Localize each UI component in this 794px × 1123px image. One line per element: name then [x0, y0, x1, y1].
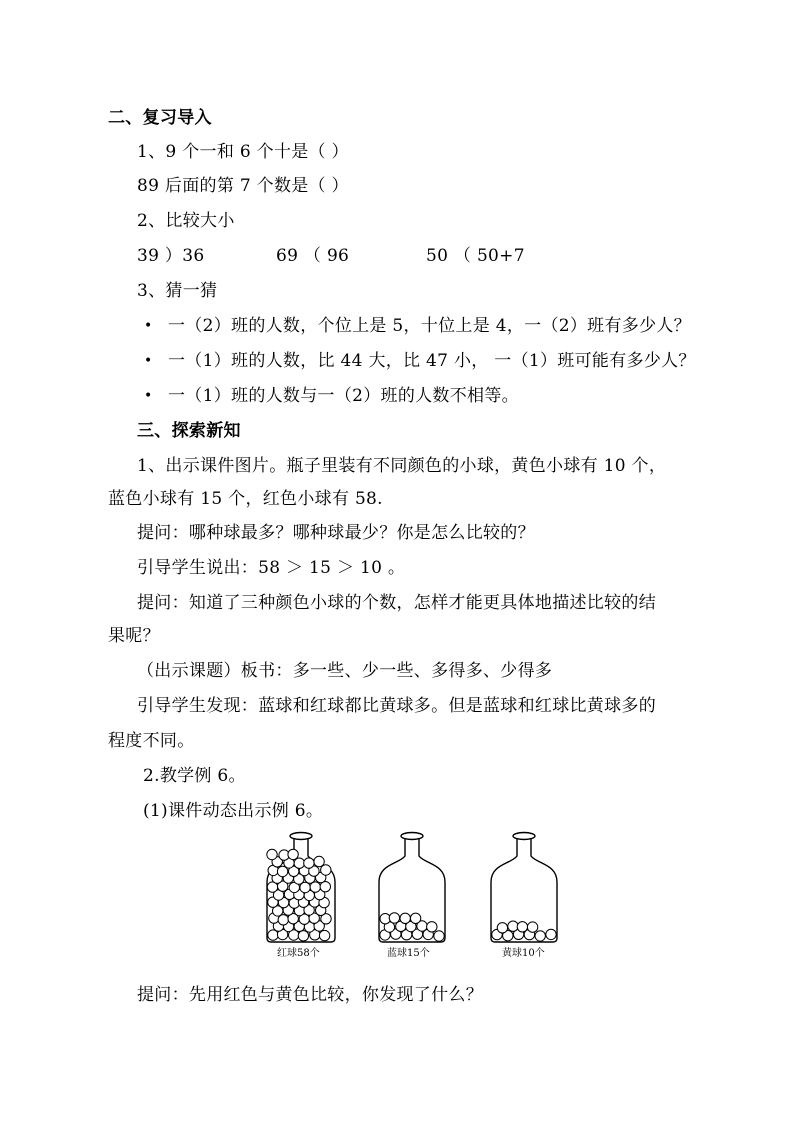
paragraph-7: 2.教学例 6。 [143, 766, 246, 786]
ball [535, 931, 545, 941]
guess-item-3: 一（1）班的人数与一（2）班的人数不相等。 [168, 386, 519, 406]
ball [304, 858, 314, 868]
ball [319, 930, 329, 940]
compare-item-1: 39 ）36 [137, 246, 205, 266]
ball [497, 923, 507, 933]
section-heading-review: 二、复习导入 [108, 108, 212, 128]
jar-caption-blue: 蓝球15个 [387, 948, 430, 959]
ball [288, 849, 298, 859]
jar-caption-yellow: 黄球10个 [502, 948, 545, 959]
ball [517, 922, 527, 932]
ball [321, 865, 331, 875]
jar-yellow [491, 833, 557, 943]
question-3: 3、猜一猜 [137, 281, 218, 301]
paragraph-2: 提问：哪种球最多？哪种球最少？你是怎么比较的？ [137, 523, 535, 543]
paragraph-1-line-1: 1、出示课件图片。瓶子里装有不同颜色的小球，黄色小球有 10 个， [137, 456, 667, 476]
ball [546, 929, 556, 939]
guess-item-1: 一（2）班的人数，个位上是 5，十位上是 4，一（2）班有多少人？ [168, 316, 691, 336]
paragraph-3: 引导学生说出：58 ＞ 15 ＞ 10 。 [137, 558, 406, 578]
paragraph-4-line-1: 提问：知道了三种颜色小球的个数，怎样才能更具体地描述比较的结 [137, 593, 656, 613]
jar-red [267, 833, 335, 943]
paragraph-6-line-1: 引导学生发现：蓝球和红球都比黄球多。但是蓝球和红球比黄球多的 [137, 696, 656, 716]
ball [427, 922, 437, 932]
paragraph-5: （出示课题）板书：多一些、少一些、多得多、少得多 [137, 661, 553, 681]
ball [400, 913, 410, 923]
paragraph-9: 提问：先用红色与黄色比较，你发现了什么？ [137, 985, 483, 1005]
compare-item-2: 69 （ 96 [276, 246, 350, 266]
paragraph-6-line-2: 程度不同。 [108, 731, 195, 751]
bullet-icon: • [144, 353, 153, 369]
ball [267, 849, 277, 859]
ball [298, 931, 308, 941]
section-heading-explore: 三、探索新知 [137, 421, 241, 441]
ball [410, 913, 420, 923]
ball [508, 921, 518, 931]
jar-blue [379, 833, 445, 943]
guess-item-2: 一（1）班的人数，比 44 大，比 47 小， 一（1）班可能有多少人？ [168, 351, 696, 371]
ball [294, 858, 304, 868]
ball [389, 913, 399, 923]
question-1: 1、9 个一和 6 个十是（ ） [137, 142, 349, 162]
question-2: 2、比较大小 [137, 211, 235, 231]
ball [434, 931, 444, 941]
ball [527, 922, 537, 932]
bullet-icon: • [144, 318, 153, 334]
jar-caption-red: 红球58个 [277, 948, 320, 959]
compare-item-3: 50 （ 50+7 [426, 246, 525, 266]
question-1b: 89 后面的第 7 个数是（ ） [137, 176, 349, 196]
paragraph-8: (1)课件动态出示例 6。 [143, 801, 324, 821]
paragraph-1-line-2: 蓝色小球有 15 个，红色小球有 58. [108, 489, 383, 509]
paragraph-4-line-2: 果呢？ [108, 626, 160, 646]
bullet-icon: • [144, 388, 153, 404]
ball [314, 856, 324, 866]
